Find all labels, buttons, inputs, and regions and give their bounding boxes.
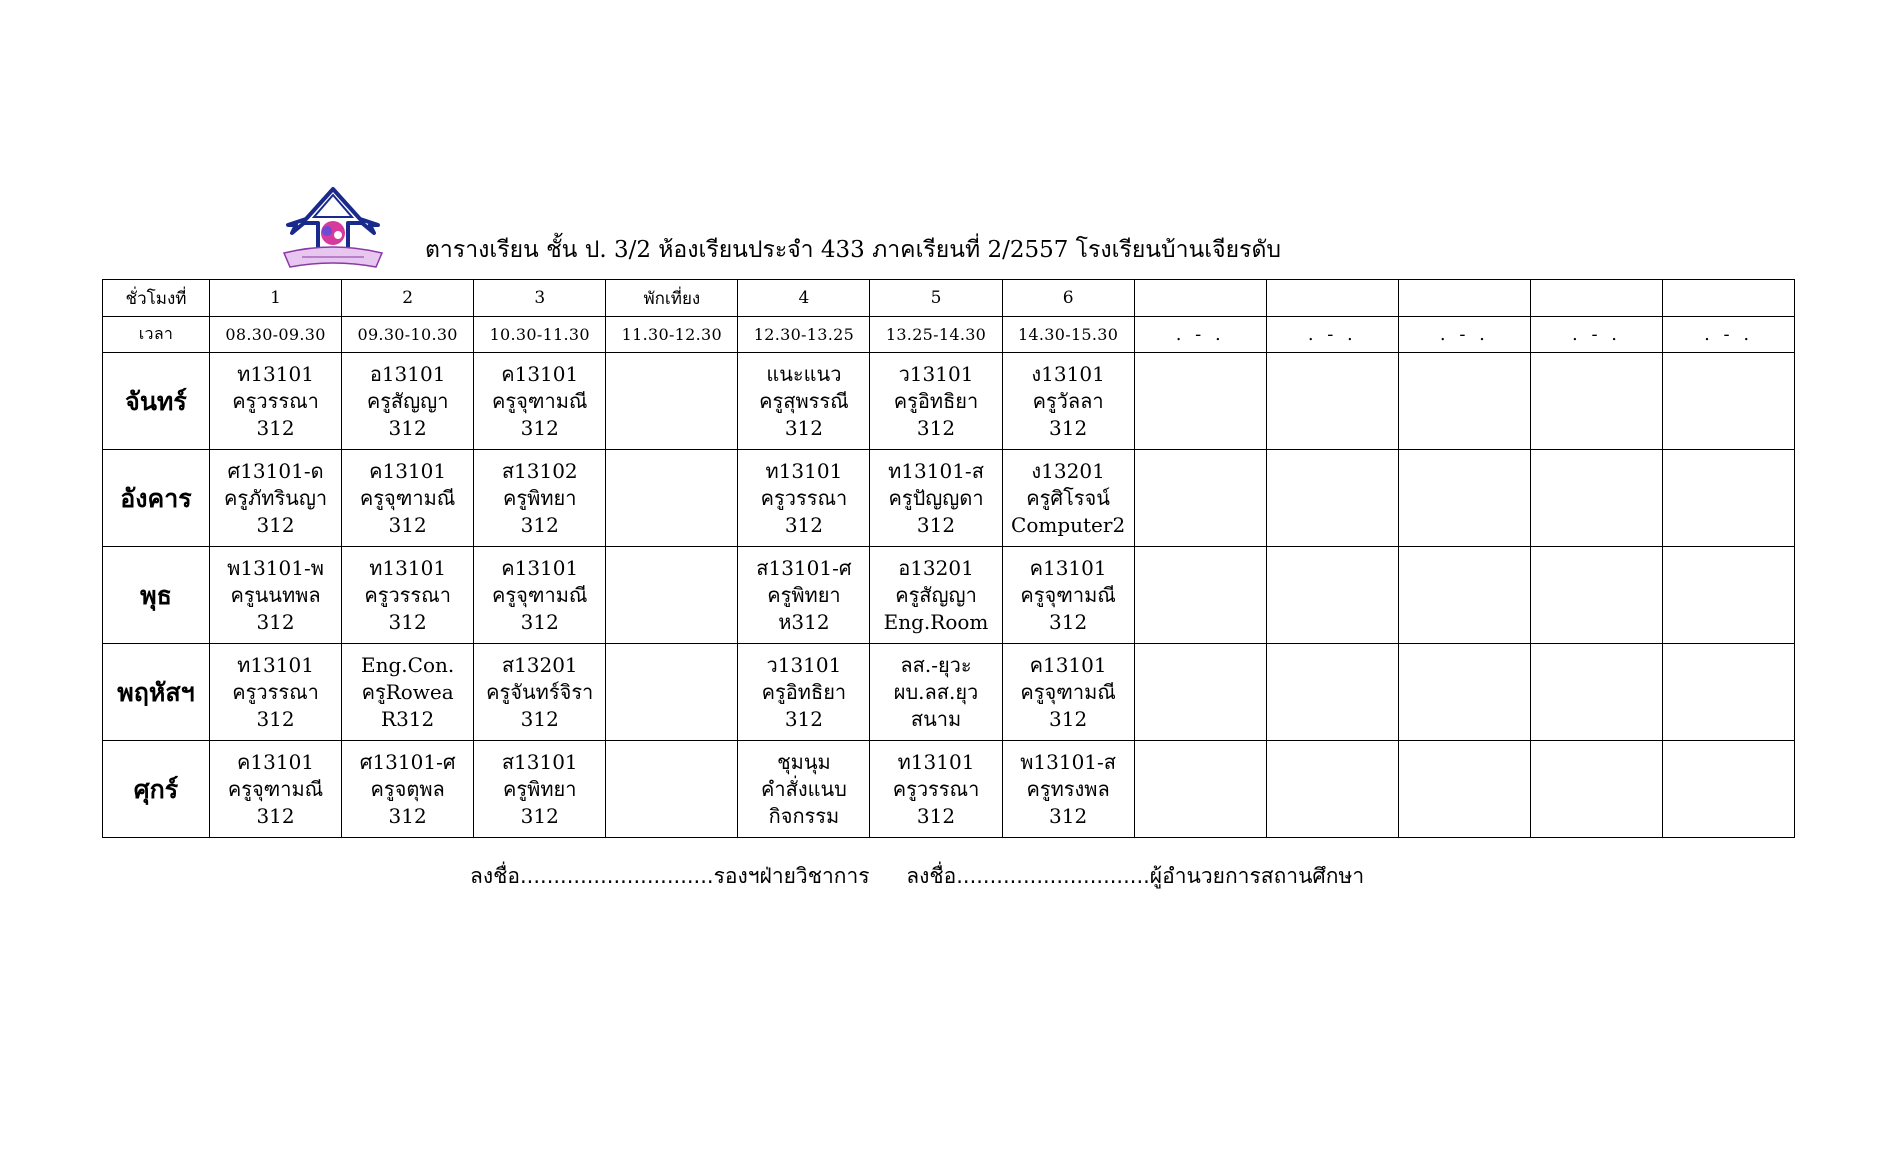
schedule-cell	[474, 353, 606, 450]
teacher-name: ครูวัลลา	[1032, 388, 1104, 413]
schedule-cell	[474, 450, 606, 547]
period-header-cell: 4	[738, 280, 870, 317]
room: 312	[1049, 803, 1088, 828]
subject-code: ง13101	[1031, 361, 1105, 386]
schedule-cell	[474, 547, 606, 644]
schedule-cell	[1398, 450, 1530, 547]
subject-code: ท13101	[237, 652, 314, 677]
schedule-cell	[738, 450, 870, 547]
schedule-cell	[1134, 547, 1266, 644]
time-header-cell: 09.30-10.30	[342, 317, 474, 353]
room: ห312	[778, 609, 830, 634]
schedule-cell	[870, 547, 1002, 644]
schedule-cell	[870, 353, 1002, 450]
schedule-cell	[1398, 353, 1530, 450]
teacher-name: ครูจุฑามณี	[1020, 679, 1116, 704]
room: 312	[784, 512, 824, 537]
schedule-cell	[1530, 741, 1662, 838]
schedule-cell	[1398, 741, 1530, 838]
room: Computer2	[1011, 512, 1126, 537]
schedule-cell	[210, 547, 342, 644]
subject-code: ง13201	[1031, 458, 1105, 483]
schedule-cell	[210, 644, 342, 741]
schedule-cell	[1398, 547, 1530, 644]
schedule-cell	[1134, 644, 1266, 741]
day-row	[103, 644, 1795, 741]
room: 312	[1049, 415, 1088, 440]
subject-code: ว13101	[766, 652, 842, 677]
subject-code: พ13101-พ	[227, 555, 324, 580]
schedule-cell	[210, 741, 342, 838]
schedule-cell	[210, 450, 342, 547]
schedule-cell	[342, 741, 474, 838]
time-header-cell: . - .	[1530, 317, 1662, 353]
time-header-cell: 14.30-15.30	[1002, 317, 1134, 353]
room: 312	[256, 415, 295, 440]
teacher-name: ครูวรรณา	[364, 582, 451, 607]
teacher-name: ครูจุฑามณี	[492, 582, 588, 607]
schedule-cell	[1002, 450, 1134, 547]
schedule-cell	[1663, 450, 1795, 547]
teacher-name: ครูวรรณา	[232, 679, 319, 704]
schedule-cell	[342, 547, 474, 644]
subject-code: ลส.-ยุวะ	[900, 652, 972, 677]
teacher-name: ครูจุฑามณี	[492, 388, 588, 413]
time-header-cell: . - .	[1398, 317, 1530, 353]
period-header-cell: 2	[342, 280, 474, 317]
time-header-cell: 12.30-13.25	[738, 317, 870, 353]
signature-director: ลงชื่อ.............................ผู้อำนวยการสถานศึกษา	[906, 864, 1365, 888]
period-header-cell: พักเที่ยง	[606, 280, 738, 317]
period-header-cell	[1266, 280, 1398, 317]
room: 312	[520, 415, 559, 440]
teacher-name: ครูสัญญา	[895, 582, 977, 607]
schedule-cell	[1530, 547, 1662, 644]
teacher-name: ครูวรรณา	[760, 485, 848, 510]
schedule-cell	[738, 741, 870, 838]
room: 312	[784, 415, 824, 440]
room: 312	[256, 512, 295, 537]
signature-block	[470, 860, 1364, 893]
subject-code: ท13101	[765, 458, 843, 483]
subject-code: ค13101	[1029, 652, 1107, 677]
time-header-cell: . - .	[1663, 317, 1795, 353]
schedule-cell	[606, 353, 738, 450]
period-header-cell	[1663, 280, 1795, 317]
day-row	[103, 741, 1795, 838]
room: 312	[388, 415, 427, 440]
subject-code: ส13102	[501, 458, 578, 483]
day-name: พุธ	[103, 547, 210, 644]
room: 312	[388, 512, 427, 537]
room: 312	[256, 706, 295, 731]
schedule-cell	[606, 741, 738, 838]
room: 312	[916, 415, 956, 440]
teacher-name: ครูอิทธิยา	[893, 388, 979, 413]
room: 312	[916, 512, 956, 537]
time-header-cell: . - .	[1266, 317, 1398, 353]
teacher-name: ครูจุฑามณี	[1020, 582, 1116, 607]
schedule-cell	[738, 644, 870, 741]
period-header-cell	[1398, 280, 1530, 317]
time-label: เวลา	[103, 317, 210, 353]
room: 312	[1049, 609, 1088, 634]
teacher-name: ครูพิทยา	[503, 485, 577, 510]
schedule-cell	[1663, 353, 1795, 450]
schedule-cell	[1002, 547, 1134, 644]
schedule-cell	[606, 547, 738, 644]
schedule-cell	[1530, 353, 1662, 450]
schedule-cell	[1134, 353, 1266, 450]
schedule-cell	[342, 450, 474, 547]
subject-code: อ13201	[898, 555, 974, 580]
schedule-cell	[1134, 741, 1266, 838]
subject-code: ชุมนุม	[777, 749, 831, 774]
teacher-name: ครูสุพรรณี	[759, 388, 849, 413]
period-header-cell	[1530, 280, 1662, 317]
teacher-name: ครูภัทรินญา	[223, 485, 328, 510]
schedule-cell	[1663, 644, 1795, 741]
day-name: จันทร์	[103, 353, 210, 450]
day-name: ศุกร์	[103, 741, 210, 838]
period-header-row	[103, 280, 1795, 317]
page-title: ตารางเรียน ชั้น ป. 3/2 ห้องเรียนประจำ 433 ภาคเรียนที่ 2/2557 โรงเรียนบ้านเจียรดับ	[425, 237, 1281, 263]
teacher-name: ครูจันทร์จิรา	[486, 679, 594, 704]
schedule-cell	[738, 547, 870, 644]
subject-code: ค13101	[501, 555, 579, 580]
room: R312	[381, 706, 435, 731]
teacher-name: ครูจตุพล	[370, 776, 445, 801]
schedule-cell	[1663, 741, 1795, 838]
teacher-name: ครูศิโรจน์	[1026, 485, 1110, 510]
time-header-row	[103, 317, 1795, 353]
room: 312	[256, 803, 295, 828]
room: 312	[388, 609, 427, 634]
schedule-cell	[1002, 741, 1134, 838]
teacher-name: ครูจุฑามณี	[359, 485, 456, 510]
day-name: พฤหัสฯ	[103, 644, 210, 741]
schedule-cell	[1266, 547, 1398, 644]
subject-code: ว13101	[898, 361, 974, 386]
subject-code: ท13101-ส	[888, 458, 984, 483]
teacher-name: ครูอิทธิยา	[761, 679, 847, 704]
schedule-cell	[210, 353, 342, 450]
signature-vice-director: ลงชื่อ.............................รองฯฝ่ายวิชาการ	[470, 864, 870, 888]
subject-code: อ13101	[369, 361, 446, 386]
schedule-cell	[870, 741, 1002, 838]
schedule-cell	[1398, 644, 1530, 741]
schedule-cell	[342, 644, 474, 741]
schedule-cell	[1002, 644, 1134, 741]
day-name: อังคาร	[103, 450, 210, 547]
schedule-cell	[870, 450, 1002, 547]
teacher-name: ครูRowea	[361, 679, 454, 704]
teacher-name: ครูทรงพล	[1026, 776, 1110, 801]
room: กิจกรรม	[768, 803, 840, 828]
teacher-name: ผบ.ลส.ยุว	[893, 679, 979, 704]
schedule-cell	[342, 353, 474, 450]
subject-code: ส13101-ศ	[756, 555, 852, 580]
schedule-cell	[1530, 450, 1662, 547]
room: Eng.Room	[883, 609, 989, 634]
subject-code: ค13101	[237, 749, 315, 774]
schedule-cell	[1002, 353, 1134, 450]
room: 312	[784, 706, 824, 731]
subject-code: ท13101	[237, 361, 314, 386]
schedule-cell	[738, 353, 870, 450]
period-header-cell: 1	[210, 280, 342, 317]
school-emblem-icon	[278, 185, 388, 275]
subject-code: ส13101	[501, 749, 578, 774]
period-header-cell: 3	[474, 280, 606, 317]
subject-code: ส13201	[501, 652, 578, 677]
period-header-cell: 5	[870, 280, 1002, 317]
subject-code: ค13101	[369, 458, 447, 483]
room: 312	[520, 512, 559, 537]
period-header-cell	[1134, 280, 1266, 317]
period-label: ชั่วโมงที่	[103, 280, 210, 317]
schedule-cell	[870, 644, 1002, 741]
subject-code: พ13101-ส	[1020, 749, 1116, 774]
room: 312	[520, 609, 559, 634]
teacher-name: ครูพิทยา	[503, 776, 577, 801]
room: 312	[520, 706, 559, 731]
schedule-cell	[474, 644, 606, 741]
subject-code: Eng.Con.	[361, 652, 455, 677]
teacher-name: ครูสัญญา	[366, 388, 449, 413]
teacher-name: ครูวรรณา	[232, 388, 319, 413]
schedule-cell	[1266, 353, 1398, 450]
subject-code: ศ13101-ศ	[359, 749, 456, 774]
schedule-cell	[606, 644, 738, 741]
timetable	[102, 279, 1795, 838]
subject-code: แนะแนว	[766, 361, 842, 386]
teacher-name: คำสั่งแนบ	[761, 776, 847, 801]
time-header-cell: . - .	[1134, 317, 1266, 353]
schedule-cell	[1663, 547, 1795, 644]
day-row	[103, 450, 1795, 547]
period-header-cell: 6	[1002, 280, 1134, 317]
room: 312	[256, 609, 295, 634]
schedule-cell	[1530, 644, 1662, 741]
time-header-cell: 08.30-09.30	[210, 317, 342, 353]
subject-code: ค13101	[501, 361, 579, 386]
subject-code: ท13101	[897, 749, 975, 774]
teacher-name: ครูปัญญดา	[888, 485, 984, 510]
room: 312	[916, 803, 956, 828]
teacher-name: ครูจุฑามณี	[227, 776, 324, 801]
schedule-cell	[1266, 741, 1398, 838]
schedule-cell	[474, 741, 606, 838]
day-row	[103, 353, 1795, 450]
room: สนาม	[910, 706, 962, 731]
teacher-name: ครูนนทพล	[230, 582, 321, 607]
subject-code: ค13101	[1029, 555, 1107, 580]
subject-code: ท13101	[369, 555, 447, 580]
day-row	[103, 547, 1795, 644]
teacher-name: ครูวรรณา	[892, 776, 980, 801]
room: 312	[520, 803, 559, 828]
subject-code: ศ13101-ด	[227, 458, 324, 483]
schedule-cell	[606, 450, 738, 547]
room: 312	[1049, 706, 1088, 731]
schedule-cell	[1134, 450, 1266, 547]
schedule-cell	[1266, 450, 1398, 547]
room: 312	[388, 803, 427, 828]
time-header-cell: 10.30-11.30	[474, 317, 606, 353]
teacher-name: ครูพิทยา	[767, 582, 841, 607]
schedule-cell	[1266, 644, 1398, 741]
time-header-cell: 13.25-14.30	[870, 317, 1002, 353]
time-header-cell: 11.30-12.30	[606, 317, 738, 353]
